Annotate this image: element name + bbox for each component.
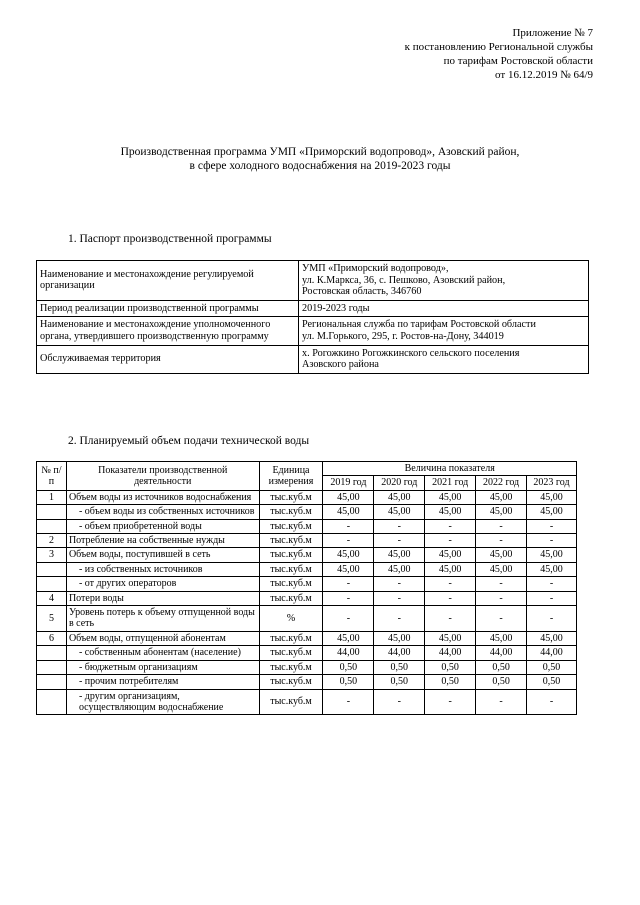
table-row <box>37 548 577 562</box>
appendix-line: от 16.12.2019 № 64/9 <box>495 69 593 81</box>
table-row <box>37 675 577 689</box>
passport-table <box>36 260 589 374</box>
row-unit: тыс.куб.м <box>259 519 323 533</box>
row-value: 44,00 <box>476 646 527 660</box>
row-value: - <box>374 606 425 632</box>
row-value: - <box>476 606 527 632</box>
row-value: 45,00 <box>425 562 476 576</box>
passport-value-line: Ростовская область, 346760 <box>302 286 422 298</box>
row-label: Объем воды, поступившей в сеть <box>66 548 259 562</box>
row-value: - <box>425 689 476 715</box>
row-value: - <box>323 534 374 548</box>
passport-value-line: 2019-2023 годы <box>302 302 370 314</box>
col-header-indicator: Показатели производственной деятельности <box>66 462 259 491</box>
row-label: Объем воды из источников водоснабжения <box>66 490 259 504</box>
table-row <box>37 689 577 715</box>
passport-value-line: Региональная служба по тарифам Ростовской области <box>302 319 536 331</box>
row-number: 2 <box>37 534 67 548</box>
passport-label: Обслуживаемая территория <box>37 345 299 373</box>
row-unit: тыс.куб.м <box>259 689 323 715</box>
row-value: - <box>425 591 476 605</box>
passport-value-line: ул. М.Горького, 295, г. Ростов-на-Дону, 344019 <box>302 330 504 342</box>
row-value: - <box>476 689 527 715</box>
row-value: - <box>476 519 527 533</box>
row-value: - <box>374 577 425 591</box>
row-value: - <box>323 591 374 605</box>
passport-value <box>299 317 589 345</box>
row-number <box>37 505 67 519</box>
row-label: - собственным абонентам (население) <box>66 646 259 660</box>
row-value: - <box>374 591 425 605</box>
row-label: - объем приобретенной воды <box>66 519 259 533</box>
row-label: Объем воды, отпущенной абонентам <box>66 631 259 645</box>
document-title <box>60 145 580 173</box>
row-label: - от других операторов <box>66 577 259 591</box>
row-number <box>37 660 67 674</box>
row-unit: тыс.куб.м <box>259 646 323 660</box>
row-value: 0,50 <box>374 675 425 689</box>
row-value: - <box>425 606 476 632</box>
row-value: - <box>527 519 577 533</box>
row-value: 45,00 <box>323 548 374 562</box>
row-value: 45,00 <box>476 490 527 504</box>
row-unit: тыс.куб.м <box>259 548 323 562</box>
table-row <box>37 490 577 504</box>
row-label: - объем воды из собственных источников <box>66 505 259 519</box>
row-value: 0,50 <box>527 660 577 674</box>
row-unit: тыс.куб.м <box>259 591 323 605</box>
row-value: - <box>323 689 374 715</box>
row-unit: тыс.куб.м <box>259 562 323 576</box>
passport-value-line: Азовского района <box>302 359 379 371</box>
col-header-year: 2019 год <box>323 476 374 490</box>
appendix-line: по тарифам Ростовской области <box>443 55 593 67</box>
row-value: 45,00 <box>476 562 527 576</box>
table-row <box>37 646 577 660</box>
row-value: 45,00 <box>425 631 476 645</box>
col-header-value-group: Величина показателя <box>323 462 577 476</box>
section-2-heading: 2. Планируемый объем подачи технической воды <box>68 435 310 447</box>
row-label: - бюджетным организациям <box>66 660 259 674</box>
row-value: 45,00 <box>527 631 577 645</box>
passport-label: Наименование и местонахождение уполномоченного органа, утвердившего производственную программу <box>37 317 299 345</box>
row-value: - <box>476 534 527 548</box>
passport-label: Период реализации производственной программы <box>37 300 299 317</box>
table-row <box>37 631 577 645</box>
table-row <box>37 606 577 632</box>
row-value: - <box>425 577 476 591</box>
row-number <box>37 675 67 689</box>
row-value: - <box>476 577 527 591</box>
row-label: Потребление на собственные нужды <box>66 534 259 548</box>
passport-row <box>37 300 589 317</box>
row-value: - <box>425 534 476 548</box>
passport-value <box>299 261 589 301</box>
title-line: Производственная программа УМП «Приморский водопровод», Азовский район, <box>120 146 520 158</box>
row-value: 45,00 <box>425 505 476 519</box>
row-number: 5 <box>37 606 67 632</box>
row-value: 45,00 <box>527 490 577 504</box>
table-header-row <box>37 462 577 476</box>
row-value: 45,00 <box>476 548 527 562</box>
row-unit: тыс.куб.м <box>259 534 323 548</box>
row-value: 45,00 <box>374 505 425 519</box>
row-number <box>37 519 67 533</box>
table-row <box>37 505 577 519</box>
row-number: 3 <box>37 548 67 562</box>
passport-label: Наименование и местонахождение регулируемой организации <box>37 261 299 301</box>
row-value: 45,00 <box>425 490 476 504</box>
passport-value <box>299 300 589 317</box>
row-value: - <box>527 591 577 605</box>
row-value: - <box>527 606 577 632</box>
row-value: 0,50 <box>374 660 425 674</box>
col-header-year: 2020 год <box>374 476 425 490</box>
row-label: - из собственных источников <box>66 562 259 576</box>
row-value: 45,00 <box>323 631 374 645</box>
row-value: - <box>527 689 577 715</box>
appendix-line: к постановлению Региональной службы <box>404 41 593 53</box>
row-value: 0,50 <box>425 660 476 674</box>
table-row <box>37 577 577 591</box>
table-row <box>37 519 577 533</box>
passport-row <box>37 261 589 301</box>
row-value: - <box>374 519 425 533</box>
volume-table <box>36 461 577 715</box>
row-unit: тыс.куб.м <box>259 660 323 674</box>
col-header-year: 2023 год <box>527 476 577 490</box>
passport-value-line: х. Рогожкино Рогожкинского сельского поселения <box>302 347 520 359</box>
row-value: - <box>323 577 374 591</box>
row-value: 0,50 <box>323 660 374 674</box>
row-value: 45,00 <box>323 562 374 576</box>
row-value: 44,00 <box>425 646 476 660</box>
row-value: 45,00 <box>527 548 577 562</box>
row-value: 44,00 <box>527 646 577 660</box>
table-row <box>37 591 577 605</box>
row-unit: тыс.куб.м <box>259 675 323 689</box>
row-value: 0,50 <box>476 660 527 674</box>
col-header-num: № п/п <box>37 462 67 491</box>
row-value: - <box>476 591 527 605</box>
row-unit: % <box>259 606 323 632</box>
table-row <box>37 562 577 576</box>
row-value: 45,00 <box>476 505 527 519</box>
row-number <box>37 562 67 576</box>
passport-value <box>299 345 589 373</box>
row-number: 4 <box>37 591 67 605</box>
table-row <box>37 660 577 674</box>
row-value: - <box>425 519 476 533</box>
col-header-unit: Единица измерения <box>259 462 323 491</box>
appendix-line: Приложение № 7 <box>512 27 593 39</box>
row-number <box>37 689 67 715</box>
row-value: - <box>374 689 425 715</box>
row-value: 45,00 <box>374 490 425 504</box>
row-value: 45,00 <box>425 548 476 562</box>
passport-value-line: ул. К.Маркса, 36, с. Пешково, Азовский район, <box>302 274 506 286</box>
row-unit: тыс.куб.м <box>259 505 323 519</box>
row-unit: тыс.куб.м <box>259 577 323 591</box>
row-value: 45,00 <box>323 490 374 504</box>
row-value: - <box>323 519 374 533</box>
row-value: 45,00 <box>374 548 425 562</box>
row-label: Уровень потерь к объему отпущенной воды в сеть <box>66 606 259 632</box>
row-number: 1 <box>37 490 67 504</box>
row-label: Потери воды <box>66 591 259 605</box>
col-header-year: 2021 год <box>425 476 476 490</box>
row-value: 45,00 <box>374 631 425 645</box>
row-value: 0,50 <box>323 675 374 689</box>
row-number <box>37 646 67 660</box>
passport-row <box>37 345 589 373</box>
row-value: 45,00 <box>476 631 527 645</box>
row-label: - другим организациям, осуществляющим водоснабжение <box>66 689 259 715</box>
row-value: - <box>323 606 374 632</box>
col-header-year: 2022 год <box>476 476 527 490</box>
appendix-header <box>405 26 593 82</box>
table-row <box>37 534 577 548</box>
row-unit: тыс.куб.м <box>259 490 323 504</box>
row-value: 44,00 <box>374 646 425 660</box>
row-number: 6 <box>37 631 67 645</box>
row-value: 0,50 <box>527 675 577 689</box>
row-label: - прочим потребителям <box>66 675 259 689</box>
row-number <box>37 577 67 591</box>
row-value: - <box>374 534 425 548</box>
row-value: 0,50 <box>476 675 527 689</box>
row-value: 45,00 <box>374 562 425 576</box>
row-value: 45,00 <box>323 505 374 519</box>
passport-value-line: УМП «Приморский водопровод», <box>302 263 449 274</box>
row-value: - <box>527 577 577 591</box>
row-value: 44,00 <box>323 646 374 660</box>
passport-row <box>37 317 589 345</box>
title-line: в сфере холодного водоснабжения на 2019-2023 годы <box>189 160 451 172</box>
row-value: 45,00 <box>527 562 577 576</box>
row-value: 45,00 <box>527 505 577 519</box>
row-value: - <box>527 534 577 548</box>
row-value: 0,50 <box>425 675 476 689</box>
row-unit: тыс.куб.м <box>259 631 323 645</box>
section-1-heading: 1. Паспорт производственной программы <box>68 233 272 245</box>
